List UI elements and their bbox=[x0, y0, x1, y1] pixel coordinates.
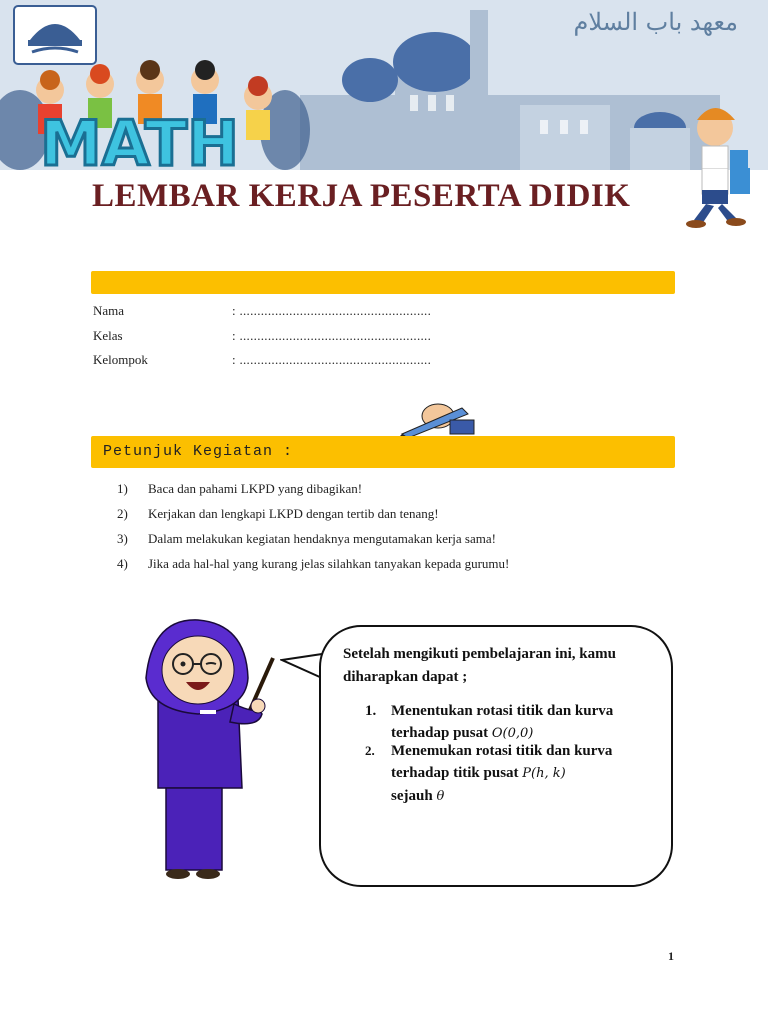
header-banner bbox=[0, 0, 768, 170]
kelompok-field[interactable]: : ...................................................... bbox=[232, 352, 432, 367]
nama-field[interactable]: : ...................................................... bbox=[232, 303, 432, 318]
objective-item: 2. Menemukan rotasi titik dan kurva terhadap titik pusat P(h, k) sejauh θ bbox=[365, 743, 613, 804]
kelas-field[interactable]: : ...................................................... bbox=[232, 328, 432, 343]
kelas-label: Kelas bbox=[93, 328, 123, 343]
list-item: 1) Baca dan pahami LKPD yang dibagikan! bbox=[117, 481, 363, 496]
teacher-illustration bbox=[138, 618, 288, 880]
arabic-calligraphy: معهد باب السلام bbox=[573, 8, 738, 36]
instructions-heading: Petunjuk Kegiatan : bbox=[103, 443, 294, 460]
objectives-speech-bubble bbox=[319, 625, 673, 887]
objective-item: 1. Menentukan rotasi titik dan kurva terhadap pusat O(0,0) bbox=[365, 703, 614, 741]
section-divider-bar bbox=[91, 271, 675, 294]
instructions-list bbox=[117, 481, 637, 581]
math-logo-text: MATH bbox=[40, 107, 240, 170]
pencil-hand-icon bbox=[398, 400, 480, 438]
list-item: 3) Dalam melakukan kegiatan hendaknya mengutamakan kerja sama! bbox=[117, 531, 496, 546]
page-number: 1 bbox=[668, 949, 674, 963]
boy-figure-icon bbox=[680, 168, 760, 230]
list-item: 2) Kerjakan dan lengkapi LKPD dengan tertib dan tenang! bbox=[117, 506, 439, 521]
list-item: 4) Jika ada hal-hal yang kurang jelas silahkan tanyakan kepada gurumu! bbox=[117, 556, 510, 571]
instructions-header bbox=[91, 436, 675, 468]
school-logo-icon bbox=[14, 6, 96, 64]
kelompok-label: Kelompok bbox=[93, 352, 148, 367]
page-title: LEMBAR KERJA PESERTA DIDIK bbox=[92, 178, 631, 214]
objectives-intro: Setelah mengikuti pembelajaran ini, kamu diharapkan dapat ; bbox=[343, 646, 616, 685]
nama-label: Nama bbox=[93, 303, 125, 318]
